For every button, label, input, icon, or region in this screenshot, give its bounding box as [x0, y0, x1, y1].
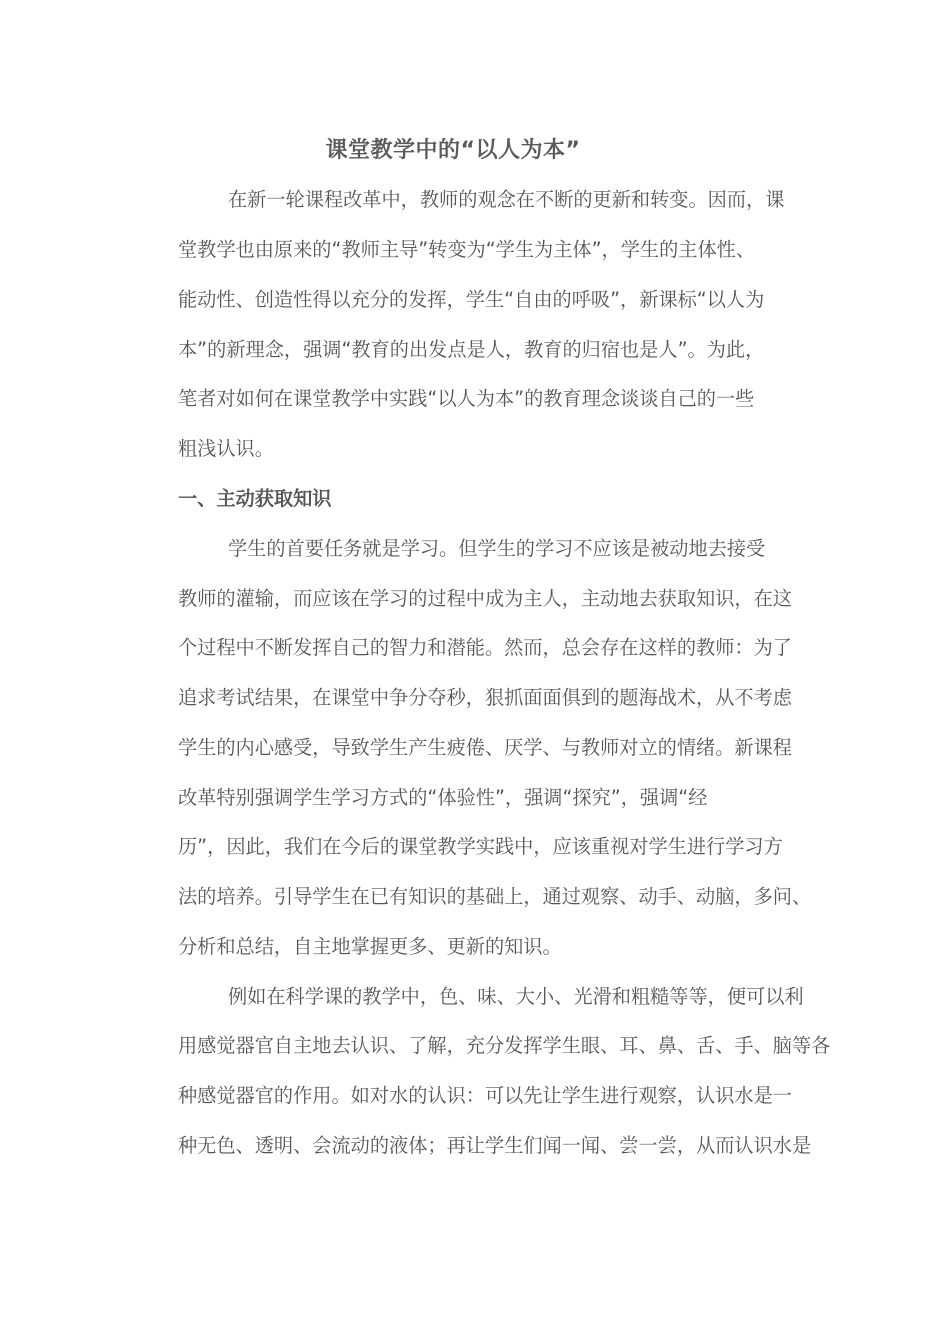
page-title: 课堂教学中的“以人为本”	[325, 138, 581, 163]
paragraph-line: 学生的内心感受，导致学生产生疲倦、厌学、与教师对立的情绪。新课程	[178, 736, 792, 759]
paragraph-line: 种无色、透明、会流动的液体；再让学生们闻一闻、尝一尝，从而认识水是	[178, 1134, 812, 1157]
paragraph-line: 在新一轮课程改革中，教师的观念在不断的更新和转变。因而，课	[228, 188, 785, 211]
section-heading: 一、主动获取知识	[178, 487, 332, 510]
paragraph-line: 堂教学也由原来的“教师主导”转变为“学生为主体”，学生的主体性、	[178, 238, 756, 261]
paragraph-line: 例如在科学课的教学中，色、味、大小、光滑和粗糙等等，便可以利	[228, 985, 804, 1008]
paragraph-line: 粗浅认识。	[178, 437, 274, 460]
paragraph-line: 个过程中不断发挥自己的智力和潜能。然而，总会存在这样的教师：为了	[178, 636, 792, 659]
paragraph-line: 学生的首要任务就是学习。但学生的学习不应该是被动地去接受	[228, 537, 766, 560]
paragraph-line: 改革特别强调学生学习方式的“体验性”，强调“探究”，强调“经	[178, 786, 708, 809]
paragraph-line: 历”，因此，我们在今后的课堂教学实践中，应该重视对学生进行学习方	[178, 835, 783, 858]
paragraph-line: 追求考试结果，在课堂中争分夺秒，狠抓面面俱到的题海战术，从不考虑	[178, 686, 792, 709]
paragraph-line: 笔者对如何在课堂教学中实践“以人为本”的教育理念谈谈自己的一些	[178, 387, 755, 410]
paragraph-line: 能动性、创造性得以充分的发挥，学生“自由的呼吸”，新课标“以人为	[178, 288, 765, 311]
paragraph-line: 本”的新理念，强调“教育的出发点是人，教育的归宿也是人”。为此，	[178, 338, 765, 361]
paragraph-line: 法的培养。引导学生在已有知识的基础上，通过观察、动手、动脑，多问、	[178, 885, 812, 908]
paragraph-line: 用感觉器官自主地去认识、了解，充分发挥学生眼、耳、鼻、舌、手、脑等各	[178, 1034, 831, 1057]
paragraph-line: 分析和总结，自主地掌握更多、更新的知识。	[178, 935, 562, 958]
paragraph-line: 种感觉器官的作用。如对水的认识：可以先让学生进行观察，认识水是一	[178, 1084, 792, 1107]
paragraph-line: 教师的灌输，而应该在学习的过程中成为主人，主动地去获取知识，在这	[178, 587, 792, 610]
